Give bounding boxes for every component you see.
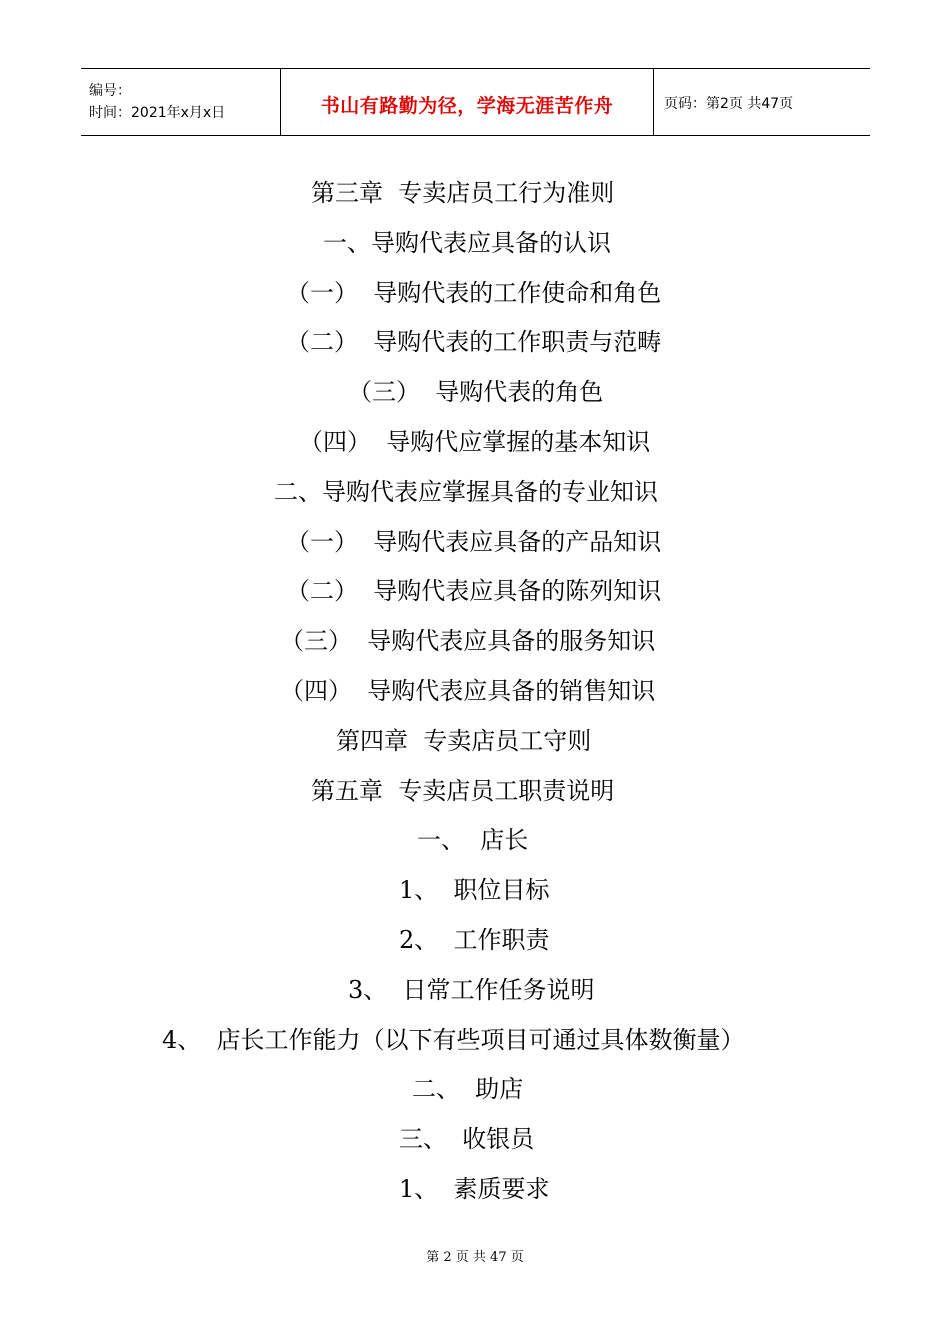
toc-section: 一、导购代表应具备的认识 [323,228,611,257]
toc-item: 2、 工作职责 [399,925,550,954]
table-of-contents [0,168,950,1214]
toc-line [0,1164,950,1214]
toc-subsection: （一） 导购代表应具备的产品知识 [286,527,662,556]
toc-line [0,716,950,766]
toc-subsection: （三） 导购代表应具备的服务知识 [280,627,656,656]
toc-line [0,168,950,218]
toc-line [0,766,950,816]
toc-item: 4、 店长工作能力（以下有些项目可通过具体数衡量） [162,1025,745,1054]
toc-line [0,666,950,716]
toc-subsection: （一） 导购代表的工作使命和角色 [286,278,662,307]
toc-line [0,517,950,567]
toc-line [0,815,950,865]
motto-text: 书山有路勤为径，学海无涯苦作舟 [320,94,614,117]
toc-line [0,317,950,367]
toc-line [0,616,950,666]
header-motto-cell [281,69,654,135]
toc-section: 二、导购代表应掌握具备的专业知识 [274,477,658,506]
toc-item: 1、 职位目标 [399,876,550,905]
page-footer: 第 2 页 共 47 页 [426,1250,524,1265]
toc-section: 一、 店长 [417,826,529,855]
header-meta-cell [81,69,281,135]
toc-item: 3、 日常工作任务说明 [348,975,595,1004]
toc-line [0,915,950,965]
toc-line [0,367,950,417]
toc-subsection: （三） 导购代表的角色 [348,378,604,407]
time-label: 时间：2021年x月x日 [89,105,226,121]
header-page-cell [654,69,870,135]
toc-subsection: （二） 导购代表的工作职责与范畴 [286,328,662,357]
document-header [81,68,870,136]
toc-line [0,218,950,268]
toc-subsection: （二） 导购代表应具备的陈列知识 [286,577,662,606]
toc-chapter-3: 第三章 专卖店员工行为准则 [311,179,615,207]
toc-line [0,417,950,467]
number-label: 编号： [89,83,131,99]
page-info: 页码：第2页 共47页 [664,96,794,112]
toc-item: 1、 素质要求 [399,1174,550,1203]
toc-line [0,1064,950,1114]
toc-line [0,865,950,915]
toc-chapter-4: 第四章 专卖店员工守则 [336,726,592,755]
toc-line [0,965,950,1015]
toc-section: 二、 助店 [412,1075,524,1104]
toc-chapter-5: 第五章 专卖店员工职责说明 [311,776,615,805]
toc-line [0,1015,950,1065]
toc-line [0,467,950,517]
toc-subsection: （四） 导购代应掌握的基本知识 [299,427,651,456]
toc-line [0,566,950,616]
toc-subsection: （四） 导购代表应具备的销售知识 [280,676,656,705]
toc-section: 三、 收银员 [399,1125,535,1154]
toc-line [0,1114,950,1164]
toc-line [0,268,950,318]
